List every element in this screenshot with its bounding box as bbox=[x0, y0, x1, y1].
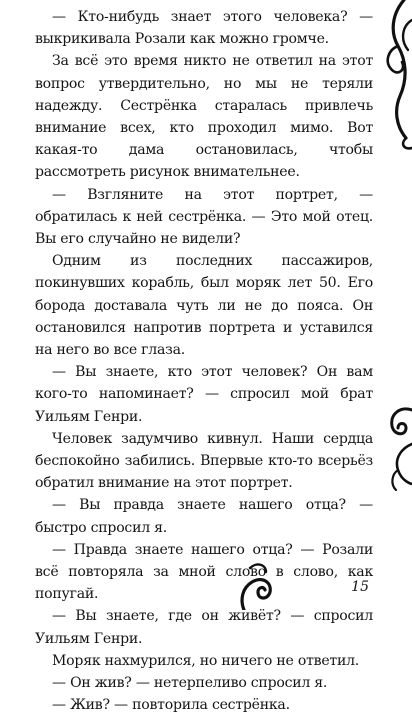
paragraph: — Вы знаете, где он живёт? — спросил Уильям Генри. bbox=[35, 608, 373, 647]
swirl-ornament-icon bbox=[380, 404, 412, 494]
paragraph: Моряк нахмурился, но ничего не ответил. bbox=[52, 652, 360, 669]
paragraph: — Вы знаете, кто этот человек? Он вам кого-то напоминает? — спросил мой брат Уильям Генри. bbox=[35, 364, 373, 425]
paragraph: — Правда знаете нашего отца? — Розали всё повторяла за мной слово в слово, как попугай. bbox=[35, 541, 373, 603]
paragraph: — Он жив? — нетерпеливо спросил я. bbox=[52, 675, 328, 692]
paragraph: Одним из последних пассажиров, покинувших корабль, был моряк лет 50. Его борода доставала чуть ли не до пояса. Он остановился напротив портрета и уставился на него во все глаза. bbox=[35, 253, 373, 359]
page-number: 15 bbox=[351, 579, 369, 595]
paragraph: За всё это время никто не ответил на этот вопрос утвердительно, но мы не теряли надежду. Сестрёнка старалась привлечь внимание всех, кто проходил мимо. Вот какая-то дама остановилась, чтобы рассмотреть рисунок внимательнее. bbox=[35, 53, 373, 181]
paragraph: — Вы правда знаете нашего отца? — быстро спросил я. bbox=[35, 497, 373, 536]
paragraph: Человек задумчиво кивнул. Наши сердца беспокойно забились. Впервые кто-то всерьёз обратил внимание на этот портрет. bbox=[35, 430, 373, 492]
swirl-ornament-icon bbox=[378, 0, 412, 150]
paragraph: — Жив? — повторила сестрёнка. bbox=[52, 697, 290, 714]
paragraph: — Кто-нибудь знает этого человека? — выкрикивала Розали как можно громче. bbox=[35, 9, 373, 48]
paragraph: — Взгляните на этот портрет, — обратилась к ней сестрёнка. — Это мой отец. Вы его случайно не видели? bbox=[35, 186, 373, 248]
